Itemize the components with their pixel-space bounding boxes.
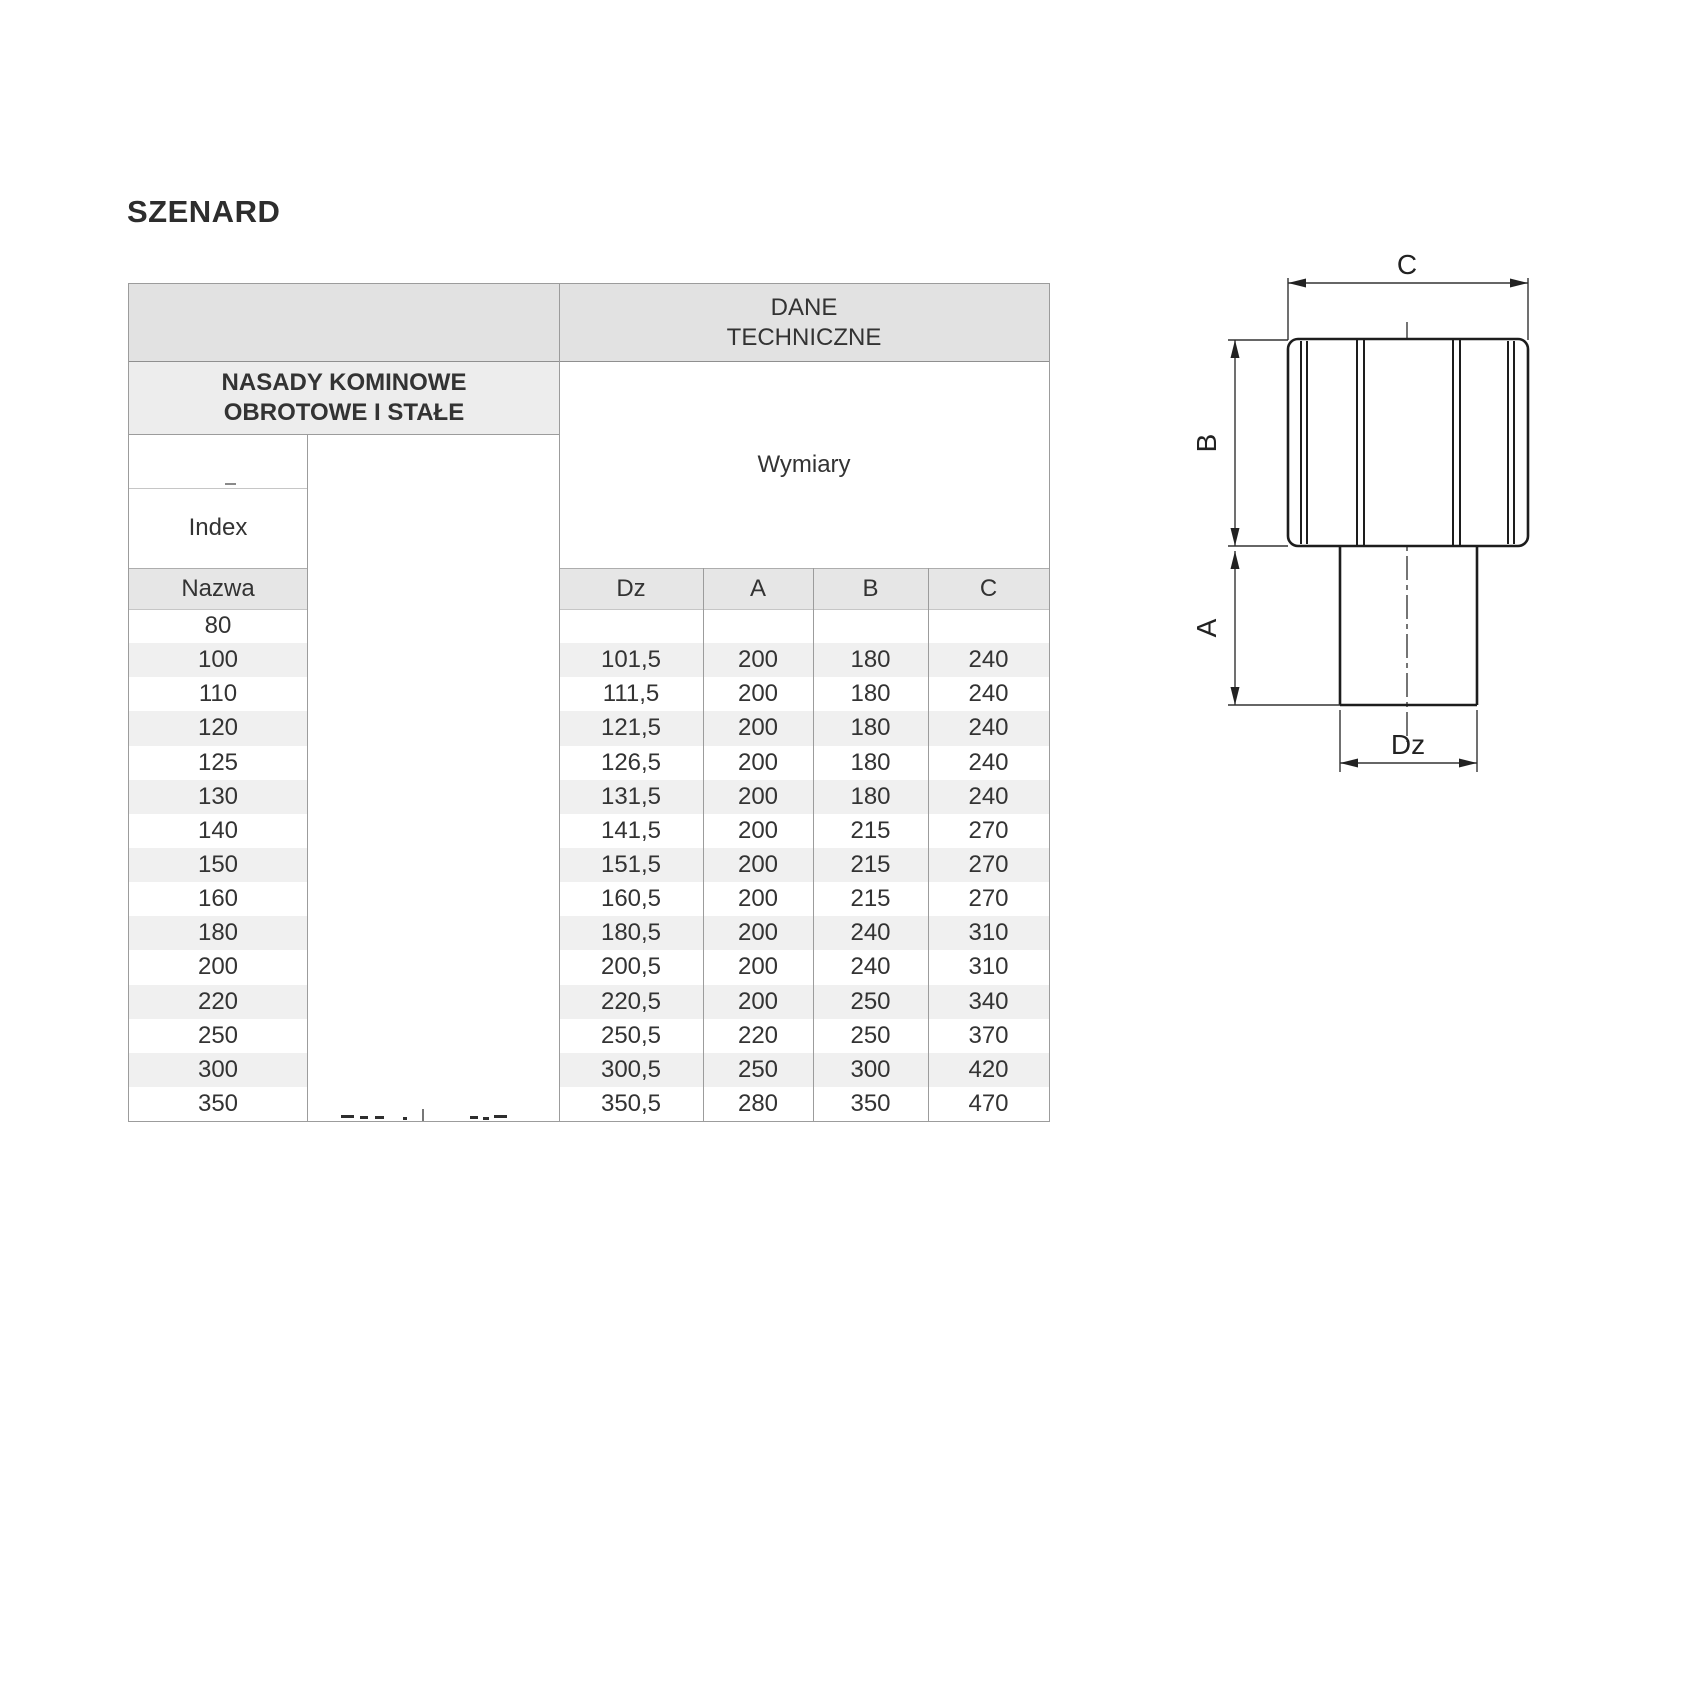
cropped-text-fragment xyxy=(341,1115,354,1118)
cropped-text-fragment xyxy=(360,1116,368,1119)
cropped-text-fragment xyxy=(470,1116,478,1119)
c-cell: 240 xyxy=(968,782,1009,810)
a-cell: 200 xyxy=(737,816,779,844)
dz-cell: 200,5 xyxy=(600,953,662,981)
table-row xyxy=(559,1087,1049,1121)
dimension-label-c: C xyxy=(1396,249,1418,280)
blank-cell xyxy=(129,434,307,488)
b-cell: 180 xyxy=(850,680,891,708)
cropped-text-fragment xyxy=(483,1117,489,1120)
index-header-cell xyxy=(129,488,307,568)
b-cell: 215 xyxy=(850,816,891,844)
nazwa-cell: 300 xyxy=(129,1053,307,1087)
nazwa-cell: 120 xyxy=(129,711,307,745)
nazwa-header-cell xyxy=(129,568,307,609)
a-cell: 200 xyxy=(737,748,779,776)
top-left-header-cell xyxy=(129,284,559,361)
grid-line xyxy=(307,434,308,1121)
grid-line xyxy=(129,568,307,569)
table-row xyxy=(559,711,1049,745)
c-cell: 470 xyxy=(968,1090,1009,1118)
dz-cell: 151,5 xyxy=(600,851,662,879)
dane-line1: DANE xyxy=(770,293,838,321)
b-cell: 240 xyxy=(850,919,891,947)
nazwa-cell: 180 xyxy=(129,916,307,950)
b-cell: 215 xyxy=(850,851,891,879)
cropped-text-fragment xyxy=(375,1116,384,1119)
page-title: SZENARD xyxy=(127,194,281,229)
b-cell: 300 xyxy=(850,1055,891,1083)
dz-cell: 300,5 xyxy=(600,1055,662,1083)
nazwa-label: Nazwa xyxy=(181,574,255,602)
dane-line2: TECHNICZNE xyxy=(726,323,882,351)
c-cell: 240 xyxy=(968,646,1009,674)
c-cell: 270 xyxy=(968,851,1009,879)
cropped-text-fragment xyxy=(494,1115,507,1118)
b-cell: 215 xyxy=(850,885,891,913)
wymiary-label: Wymiary xyxy=(757,450,851,478)
arrowhead xyxy=(1231,340,1240,358)
table-row xyxy=(559,746,1049,780)
grid-line xyxy=(559,568,1049,569)
a-cell: 280 xyxy=(737,1090,779,1118)
grid-line xyxy=(928,568,929,1121)
c-cell: 240 xyxy=(968,714,1009,742)
c-cell: 420 xyxy=(968,1055,1009,1083)
arrowhead xyxy=(1231,687,1240,705)
b-cell xyxy=(813,609,928,643)
b-cell: 180 xyxy=(850,646,891,674)
dz-cell: 160,5 xyxy=(600,885,662,913)
dz-cell: 121,5 xyxy=(600,714,662,742)
grid-line xyxy=(559,609,1049,610)
a-cell: 200 xyxy=(737,646,779,674)
c-cell: 370 xyxy=(968,1021,1009,1049)
c-cell: 310 xyxy=(968,953,1009,981)
dz-cell: 250,5 xyxy=(600,1021,662,1049)
dz-cell xyxy=(559,609,703,643)
nazwa-cell: 140 xyxy=(197,816,239,844)
dimension-label-dz: Dz xyxy=(1390,729,1426,760)
a-cell: 200 xyxy=(737,680,779,708)
dz-cell: 101,5 xyxy=(600,646,662,674)
dimension-label-a: A xyxy=(1191,618,1222,638)
dimension-label-b: B xyxy=(1191,433,1222,453)
table-row xyxy=(559,643,1049,677)
nazwa-cell: 80 xyxy=(204,612,232,640)
c-cell: 270 xyxy=(968,885,1009,913)
c-cell xyxy=(928,609,1049,643)
table-row xyxy=(559,609,1049,643)
table-row xyxy=(559,848,1049,882)
grid-line xyxy=(703,568,704,1121)
b-cell: 180 xyxy=(850,782,891,810)
a-cell: 220 xyxy=(737,1021,779,1049)
a-cell: 250 xyxy=(737,1055,779,1083)
dz-cell: 111,5 xyxy=(602,680,660,708)
c-cell: 270 xyxy=(968,816,1009,844)
technical-data-table xyxy=(128,283,1050,1122)
col-header-b: B xyxy=(813,568,928,609)
b-cell: 240 xyxy=(850,953,891,981)
b-cell: 250 xyxy=(850,987,891,1015)
b-cell: 250 xyxy=(850,1021,891,1049)
grid-line xyxy=(129,488,307,489)
grid-line xyxy=(813,568,814,1121)
a-cell: 200 xyxy=(737,714,779,742)
grid-line xyxy=(129,609,307,610)
index-label: Index xyxy=(188,514,248,541)
grid-line xyxy=(129,434,559,435)
arrowhead xyxy=(1231,551,1240,569)
a-cell xyxy=(703,609,813,643)
grid-line xyxy=(129,361,1049,362)
dz-cell: 350,5 xyxy=(600,1090,662,1118)
nazwa-cell: 250 xyxy=(197,1021,239,1049)
table-row xyxy=(559,780,1049,814)
a-cell: 200 xyxy=(737,782,779,810)
col-header-c: C xyxy=(928,568,1049,609)
table-row xyxy=(559,916,1049,950)
nasady-line2: OBROTOWE I STAŁE xyxy=(223,398,465,426)
nazwa-cell: 350 xyxy=(197,1090,239,1118)
arrowhead xyxy=(1510,279,1528,288)
faint-dash-artifact xyxy=(225,483,236,485)
dz-cell: 141,5 xyxy=(600,816,662,844)
nazwa-cell: 110 xyxy=(198,680,238,708)
dz-cell: 131,5 xyxy=(600,782,662,810)
cylinder-outline xyxy=(1288,339,1528,546)
nazwa-cell: 125 xyxy=(197,748,239,776)
table-row xyxy=(559,1019,1049,1053)
arrowhead xyxy=(1459,759,1477,768)
a-cell: 200 xyxy=(737,885,779,913)
col-header-dz: Dz xyxy=(559,568,703,609)
nasady-line1: NASADY KOMINOWE xyxy=(221,368,467,396)
a-cell: 200 xyxy=(737,987,779,1015)
dz-cell: 180,5 xyxy=(600,919,662,947)
nazwa-cell: 130 xyxy=(129,780,307,814)
wymiary-cell xyxy=(559,361,1049,568)
b-cell: 180 xyxy=(850,748,891,776)
c-cell: 340 xyxy=(968,987,1009,1015)
arrowhead xyxy=(1231,528,1240,546)
dz-cell: 126,5 xyxy=(600,748,662,776)
cropped-text-fragment xyxy=(403,1117,407,1120)
cropped-text-fragment xyxy=(422,1109,424,1121)
a-cell: 200 xyxy=(737,851,779,879)
nazwa-cell: 200 xyxy=(197,953,239,981)
c-cell: 310 xyxy=(968,919,1009,947)
b-cell: 180 xyxy=(850,714,891,742)
table-row xyxy=(559,814,1049,848)
a-cell: 200 xyxy=(737,919,779,947)
a-cell: 200 xyxy=(737,953,779,981)
nazwa-values-column xyxy=(129,609,307,1121)
table-row xyxy=(559,950,1049,984)
nazwa-cell: 150 xyxy=(129,848,307,882)
table-row xyxy=(559,677,1049,711)
nasady-kominowe-header xyxy=(129,361,559,434)
nazwa-cell: 100 xyxy=(129,643,307,677)
c-cell: 240 xyxy=(968,680,1009,708)
table-row xyxy=(559,985,1049,1019)
col-header-a: A xyxy=(703,568,813,609)
dane-techniczne-header xyxy=(559,284,1049,361)
dimension-column-headers xyxy=(559,568,1049,609)
nazwa-cell: 220 xyxy=(129,985,307,1019)
chimney-cap-dimension-drawing xyxy=(1180,230,1580,790)
nazwa-cell: 160 xyxy=(197,885,239,913)
table-row xyxy=(559,882,1049,916)
dimension-values-grid xyxy=(559,609,1049,1121)
grid-line xyxy=(559,284,560,1121)
arrowhead xyxy=(1340,759,1358,768)
table-row xyxy=(559,1053,1049,1087)
c-cell: 240 xyxy=(968,748,1009,776)
arrowhead xyxy=(1288,279,1306,288)
dz-cell: 220,5 xyxy=(600,987,662,1015)
b-cell: 350 xyxy=(850,1090,891,1118)
